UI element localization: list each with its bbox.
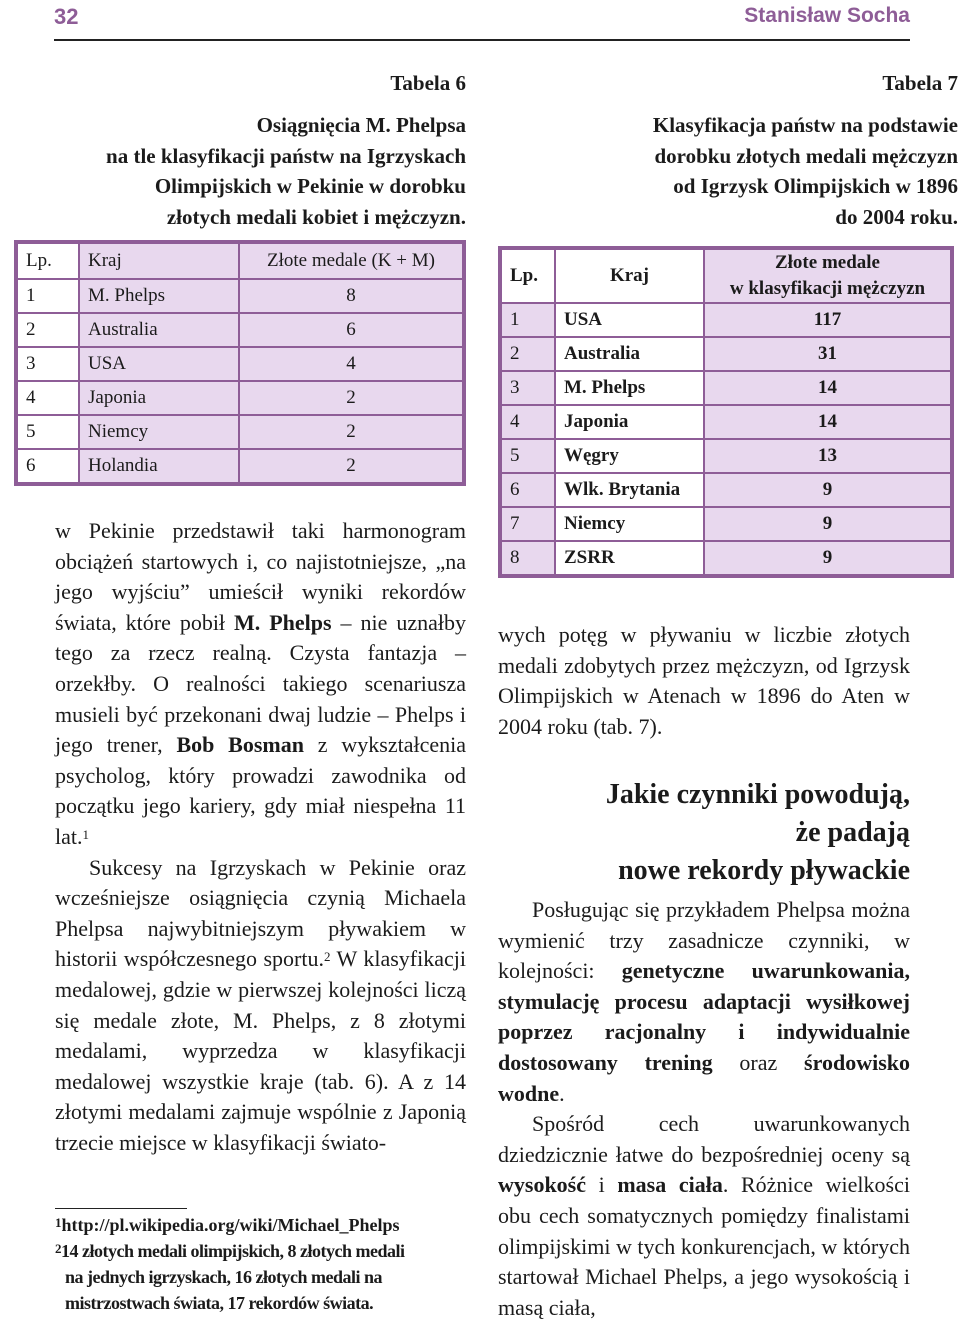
table-row	[500, 541, 952, 576]
table6	[14, 240, 466, 486]
cell-medale: 9	[704, 473, 952, 507]
cell-medale: 117	[704, 303, 952, 337]
table6-block	[14, 68, 466, 486]
cell-lp: 4	[16, 381, 79, 415]
right-body-text	[498, 620, 910, 742]
table-row	[16, 415, 464, 449]
header-kraj: Kraj	[79, 242, 239, 279]
cell-lp: 5	[500, 439, 555, 473]
bold-run: ,	[904, 958, 910, 984]
cell-lp: 2	[16, 313, 79, 347]
cell-kraj: M. Phelps	[79, 279, 239, 313]
cell-kraj: Australia	[555, 337, 704, 371]
bold-run: wysokość	[498, 1172, 587, 1198]
bold-run: M. Phelps	[234, 609, 332, 635]
right-paragraph-3	[498, 1109, 910, 1323]
text-run: w Pekinie przedstawił taki harmonogram obciążeń startowych i, co najistotniejsze, „na jego wyjściu” umieścił wyniki rekordów świata, które pobił	[55, 518, 466, 635]
cell-lp: 1	[500, 303, 555, 337]
cell-medale: 14	[704, 405, 952, 439]
footnotes	[55, 1212, 467, 1316]
cell-kraj: M. Phelps	[555, 371, 704, 405]
cell-kraj: Holandia	[79, 449, 239, 484]
cell-lp: 5	[16, 415, 79, 449]
footnote-ref: 1	[82, 826, 89, 842]
footnote-rule	[55, 1208, 187, 1209]
text-run: .	[559, 1080, 565, 1106]
footnote-1	[55, 1212, 467, 1238]
cell-medale: 13	[704, 439, 952, 473]
header-medale-line2: w klasyfikacji mężczyzn	[729, 278, 926, 299]
cell-medale: 2	[239, 415, 464, 449]
cell-kraj: Japonia	[555, 405, 704, 439]
footnote-2	[55, 1238, 467, 1264]
text-run: oraz	[712, 1049, 805, 1075]
table-row	[16, 381, 464, 415]
table7-caption-line: od Igrzysk Olimpijskich w 1896	[673, 174, 958, 198]
text-run: i	[586, 1172, 618, 1198]
table-row	[500, 337, 952, 371]
table-row	[500, 405, 952, 439]
table6-label: Tabela 6	[390, 71, 466, 95]
table7-caption	[498, 110, 958, 232]
table6-caption-line: Osiągnięcia M. Phelpsa	[256, 113, 466, 137]
header-medale	[704, 248, 952, 303]
right-body-text-2	[498, 895, 910, 1323]
section-heading	[498, 776, 910, 890]
bold-run: stymulację procesu adaptacji wysiłkowej poprzez racjonalny i indywidualnie dostosowany trening	[498, 988, 910, 1075]
heading-line: nowe rekordy pływackie	[618, 855, 910, 886]
cell-medale: 4	[239, 347, 464, 381]
page-number: 32	[54, 4, 79, 29]
bold-run: genetyczne uwarunkowania	[621, 958, 905, 984]
cell-lp: 6	[500, 473, 555, 507]
text-run: – nie uznałby tego za rzecz realną. Czysta fantazja – orzekłby. O realności takiego scenariusza musieli być przekonani dwaj ludzie – Phelps i jego trener,	[55, 609, 466, 758]
bold-run: środowisko wodne	[498, 1049, 910, 1106]
table7	[498, 246, 954, 578]
cell-lp: 4	[500, 405, 555, 439]
cell-kraj: USA	[555, 303, 704, 337]
table-row	[16, 313, 464, 347]
left-paragraph-1	[55, 516, 466, 853]
right-paragraph-2	[498, 895, 910, 1109]
table7-label: Tabela 7	[882, 71, 958, 95]
cell-lp: 6	[16, 449, 79, 484]
footnote-text: 14 złotych medali olimpijskich, 8 złotych medali	[61, 1241, 405, 1261]
cell-kraj: Niemcy	[79, 415, 239, 449]
header-medale: Złote medale (K + M)	[239, 242, 464, 279]
table-row	[500, 371, 952, 405]
cell-medale: 9	[704, 541, 952, 576]
header-kraj: Kraj	[555, 248, 704, 303]
cell-lp: 8	[500, 541, 555, 576]
table7-caption-line: Klasyfikacja państw na podstawie	[652, 113, 958, 137]
running-header-author: Stanisław Socha	[744, 4, 910, 27]
table-row	[16, 347, 464, 381]
table6-caption-line: na tle klasyfikacji państw na Igrzyskach	[106, 143, 466, 168]
cell-medale: 8	[239, 279, 464, 313]
text-run: Posługując się przykładem Phelpsa można wymienić trzy zasadnicze czynniki, w kolejności:	[498, 897, 910, 984]
text-run: . Różnice wielkości obu cech somatycznych pomiędzy finalistami olimpijskimi w tych konkurencjach, w których startował Michael Phelps, a jego wysokością i masą ciała,	[498, 1172, 910, 1320]
table6-caption-line: Olimpijskich w Pekinie w dorobku	[154, 174, 466, 198]
cell-medale: 14	[704, 371, 952, 405]
text-run: W klasyfikacji medalowej, gdzie w pierwszej kolejności liczą się medale złote, M. Phelps, z 8 złotymi medalami, wyprzedza w klasyfikacji medalowej wszystkie kraje (tab. 6). A z 14 złotymi medalami zajmuje wspólnie z Japonią trzecie miejsce w klasyfikacji świato-	[55, 946, 466, 1155]
left-paragraph-2	[55, 853, 466, 1159]
text-run: z wykształcenia psycholog, który prowadzi zawodnika od początku jego kariery, gdy miał niespełna 11 lat.	[55, 732, 466, 849]
cell-kraj: Japonia	[79, 381, 239, 415]
cell-kraj: Wlk. Brytania	[555, 473, 704, 507]
cell-kraj: Węgry	[555, 439, 704, 473]
cell-kraj: USA	[79, 347, 239, 381]
cell-lp: 2	[500, 337, 555, 371]
left-body-text	[55, 516, 466, 1158]
text-run: Spośród cech uwarunkowanych dziedzicznie łatwe do bezpośredniej oceny są	[498, 1111, 910, 1167]
table-header-row	[500, 248, 952, 303]
table-row	[16, 279, 464, 313]
footnote-number: 1	[55, 1215, 62, 1230]
cell-kraj: Niemcy	[555, 507, 704, 541]
table-row	[500, 473, 952, 507]
cell-lp: 3	[16, 347, 79, 381]
table7-block	[498, 68, 958, 578]
cell-medale: 6	[239, 313, 464, 347]
cell-kraj: Australia	[79, 313, 239, 347]
table-row	[500, 507, 952, 541]
table-row	[500, 303, 952, 337]
footnote-ref: 2	[323, 949, 331, 965]
cell-kraj: ZSRR	[555, 541, 704, 576]
cell-medale: 2	[239, 381, 464, 415]
cell-medale: 9	[704, 507, 952, 541]
footnote-2-cont: na jednych igrzyskach, 16 złotych medali na	[65, 1267, 383, 1287]
heading-line: Jakie czynniki powodują,	[605, 779, 910, 810]
cell-medale: 31	[704, 337, 952, 371]
cell-lp: 1	[16, 279, 79, 313]
table6-caption	[14, 110, 466, 232]
header-rule	[54, 39, 910, 41]
bold-run: masa ciała	[617, 1172, 723, 1198]
cell-lp: 7	[500, 507, 555, 541]
cell-lp: 3	[500, 371, 555, 405]
footnote-text: http://pl.wikipedia.org/wiki/Michael_Phelps	[61, 1215, 400, 1235]
bold-run: Bob Bosman	[176, 732, 304, 758]
table7-caption-line: do 2004 roku.	[835, 204, 958, 229]
header-lp: Lp.	[16, 242, 79, 279]
table6-caption-line: złotych medali kobiet i mężczyzn.	[166, 204, 466, 229]
footnote-number: 2	[55, 1241, 61, 1256]
header-medale-line1: Złote medale	[774, 252, 880, 273]
table7-caption-line: dorobku złotych medali mężczyzn	[654, 143, 958, 168]
text-run: Sukcesy na Igrzyskach w Pekinie oraz wcześniejsze osiągnięcia czynią Michaela Phelpsa najwybitniejszym pływakiem w historii współczesnego sportu.	[55, 854, 466, 972]
cell-medale: 2	[239, 449, 464, 484]
table-row	[500, 439, 952, 473]
table-row	[16, 449, 464, 484]
table-header-row	[16, 242, 464, 279]
footnote-2-cont: mistrzostwach świata, 17 rekordów świata.	[65, 1293, 374, 1313]
header-lp: Lp.	[500, 248, 555, 303]
heading-line: że padają	[795, 817, 910, 848]
right-paragraph-1: wych potęg w pływaniu w liczbie złotych medali zdobytych przez mężczyzn, od Igrzysk Olimpijskich w Atenach w 1896 do Aten w 2004 roku (tab. 7).	[498, 622, 910, 739]
